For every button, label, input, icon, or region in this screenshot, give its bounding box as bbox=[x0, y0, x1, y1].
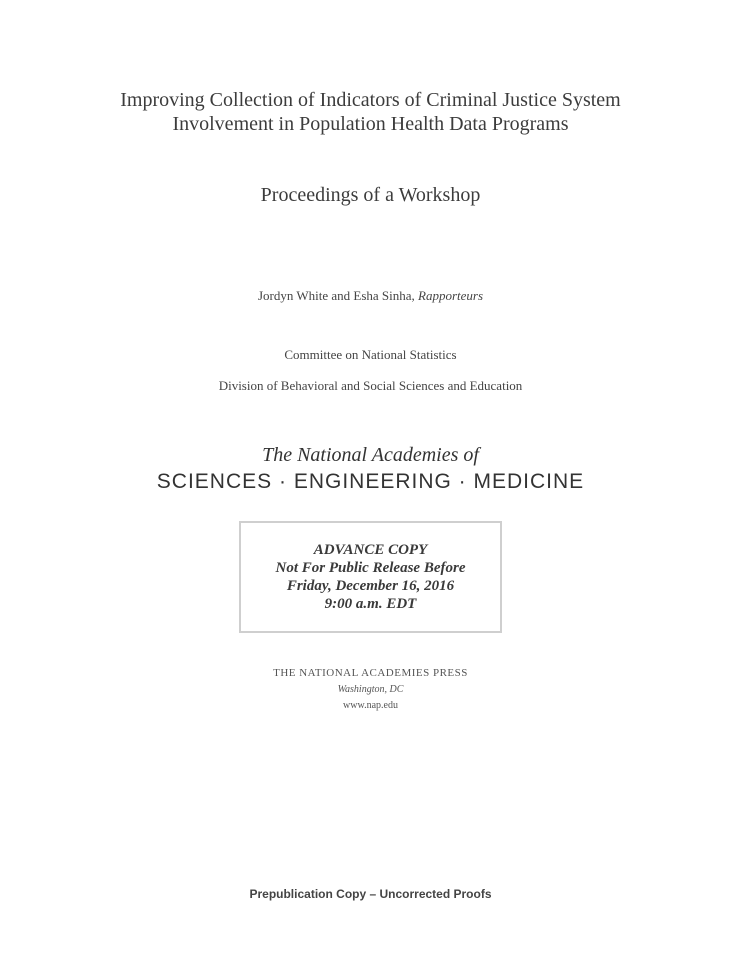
rapporteur-names: Jordyn White and Esha Sinha, bbox=[257, 288, 419, 303]
advance-line-3: Friday, December 16, 2016 bbox=[286, 578, 455, 594]
publisher-website: www.nap.edu bbox=[343, 700, 398, 711]
committee-name: Committee on National Statistics bbox=[284, 347, 457, 362]
rapporteur-role: Rapporteurs bbox=[418, 288, 484, 303]
title-line-1: Improving Collection of Indicators of Criminal Justice System bbox=[120, 89, 621, 111]
title-line-2: Involvement in Population Health Data Programs bbox=[172, 113, 569, 135]
advance-line-4: 9:00 a.m. EDT bbox=[324, 596, 417, 612]
publisher-name: THE NATIONAL ACADEMIES PRESS bbox=[273, 667, 468, 679]
publisher-city: Washington, DC bbox=[337, 684, 404, 695]
document-subtitle: Proceedings of a Workshop bbox=[260, 184, 481, 206]
document-title bbox=[0, 88, 741, 136]
advance-copy-notice bbox=[239, 521, 502, 633]
academies-logo-line-2: SCIENCES · ENGINEERING · MEDICINE bbox=[156, 470, 585, 493]
prepublication-footer: Prepublication Copy – Uncorrected Proofs bbox=[249, 887, 492, 901]
academies-logo-line-1: The National Academies of bbox=[262, 444, 479, 466]
advance-line-1: ADVANCE COPY bbox=[313, 542, 428, 558]
rapporteurs bbox=[0, 288, 741, 304]
division-name: Division of Behavioral and Social Sciences and Education bbox=[218, 378, 523, 393]
advance-line-2: Not For Public Release Before bbox=[275, 560, 466, 576]
